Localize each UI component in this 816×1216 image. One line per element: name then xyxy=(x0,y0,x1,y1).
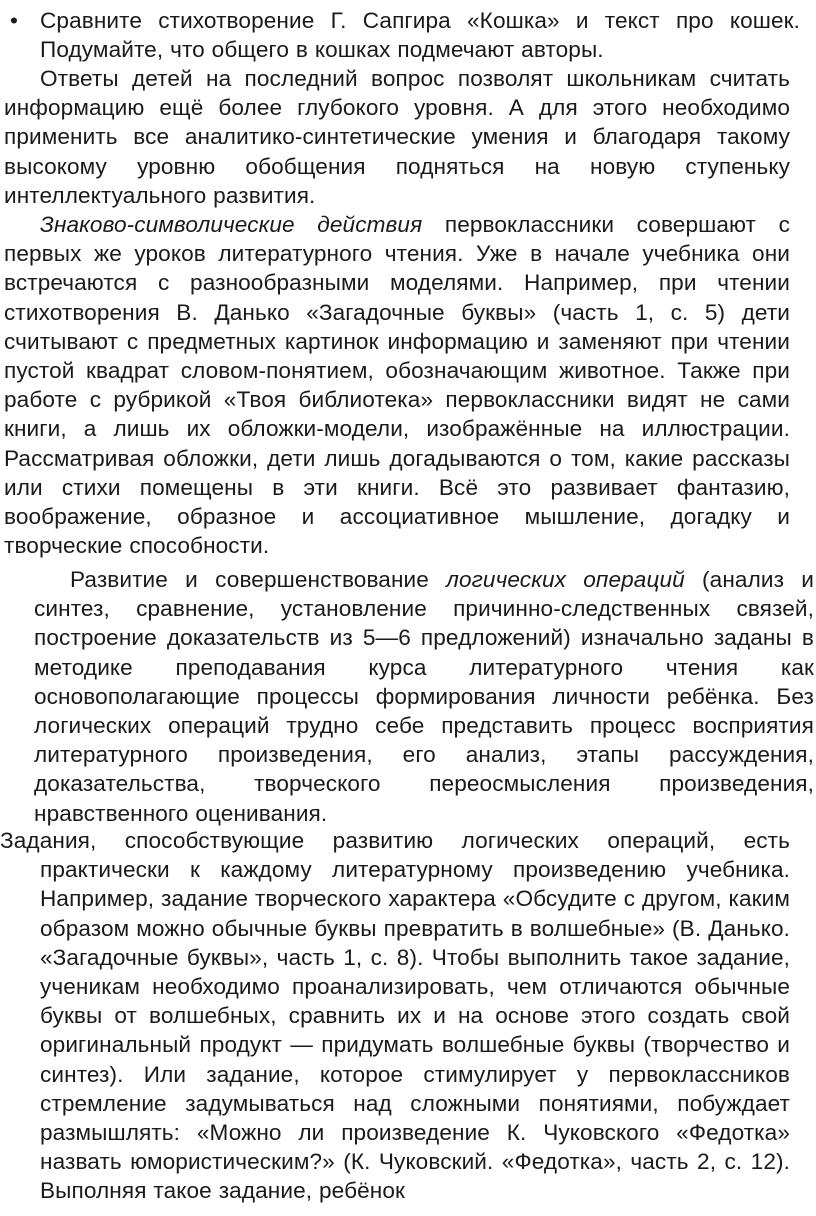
bullet-item-text: Сравните стихотворение Г. Сапгира «Кошка» и текст про кошек. Подумайте, что общего в кошках подмечают авторы. xyxy=(40,8,800,63)
paragraph-lead-text: Развитие и совершенствование xyxy=(70,567,447,592)
paragraph-italic-term: логических операций xyxy=(446,567,685,592)
paragraph-logical-operations xyxy=(34,565,814,828)
paragraph-answers: Ответы детей на последний вопрос позволят школьникам считать информацию ещё более глубокого уровня. А для этого необходимо применить все аналитико-синтетические умения и благодаря такому высокому уровню обобщения подняться на новую ступеньку интеллектуального развития. xyxy=(4,66,790,208)
paragraph-italic-term: Знаково-символические действия xyxy=(40,212,423,237)
paragraph-symbolic-actions xyxy=(4,210,790,560)
bullet-marker: • xyxy=(10,8,19,33)
paragraph-tasks: Задания, способствующие развитию логических операций, есть практически к каждому литературному произведению учебника. Например, задание творческого характера «Обсудите с другом, каким образом можно обычные буквы превратить в волшебные» (В. Данько. «Загадочные буквы», часть 1, с. 8). Чтобы выполнить такое задание, ученикам необходимо проанализировать, чем отличаются обычные буквы от волшебных, сравнить их и на основе этого создать свой оригинальный продукт — придумать волшебные буквы (творчество и синтез). Или задание, которое стимулирует у первоклассников стремление задумываться над сложными понятиями, побуждает размышлять: «Можно ли произведение К. Чуковского «Федотка» назвать юмористическим?» (К. Чуковский. «Федотка», часть 2, с. 12). Выполняя такое задание, ребёнок xyxy=(0,828,790,1204)
paragraph-body-text: (анализ и синтез, сравнение, установление причинно-следственных связей, построение доказательств из 5—6 предложений) изначально заданы в методике преподавания курса литературного чтения как основополагающие процессы формирования личности ребёнка. Без логических операций трудно себе представить процесс восприятия литературного произведения, его анализ, этапы рассуждения, доказательства, творческого переосмысления произведения, нравственного оценивания. xyxy=(34,567,814,826)
bullet-list-item xyxy=(10,6,800,64)
paragraph-body-text: первоклассники совершают с первых же уроков литературного чтения. Уже в начале учебника они встречаются с разнообразными моделями. Например, при чтении стихотворения В. Данько «Загадочные буквы» (часть 1, с. 5) дети считывают с предметных картинок информацию и заменяют при чтении пустой квадрат словом-понятием, обозначающим животное. Также при работе с рубрикой «Твоя библиотека» первоклассники видят не сами книги, а лишь их обложки-модели, изображённые на иллюстрации. Рассматривая обложки, дети лишь догадываются о том, какие рассказы или стихи помещены в эти книги. Всё это развивает фантазию, воображение, образное и ассоциативное мышление, догадку и творческие способности. xyxy=(4,212,790,559)
